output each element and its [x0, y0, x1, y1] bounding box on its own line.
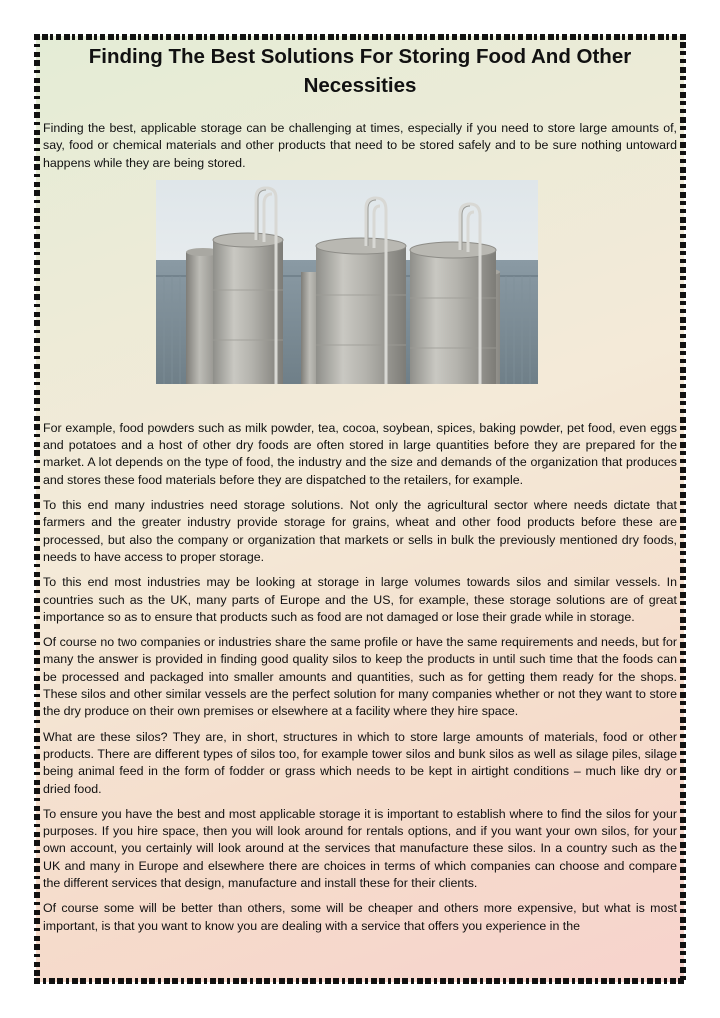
paragraph-8: Of course some will be better than others, some will be cheaper and others more expensive, but what is most important, is that you want to know you are dealing with a service that offers you experience in the: [43, 901, 677, 933]
article: [43, 40, 677, 980]
paragraph-1: Finding the best, applicable storage can be challenging at times, especially if you need to store large amounts of, say, food or chemical materials and other products that need to be stored safely and to be sure nothing untoward happens while they are being stored.: [43, 121, 677, 170]
paragraph-6: What are these silos? They are, in short, structures in which to store large amounts of materials, food or other products. There are different types of silos too, for example tower silos and bunk silos as well as silage piles, silage being animal feed in the form of fodder or grass which needs to be kept in airtight conditions – much like dry or dried food.: [43, 729, 677, 796]
border-left: [34, 34, 40, 984]
figure: [43, 180, 677, 420]
paragraph-4: To this end most industries may be looking at storage in large volumes towards silos and similar vessels. In countries such as the UK, many parts of Europe and the US, for example, these storage solutions are of great importance so as to ensure that products such as food are not damaged or lose their grade while in storage.: [43, 575, 677, 624]
paragraph-2: For example, food powders such as milk powder, tea, cocoa, soybean, spices, baking powder, pet food, even eggs and potatoes and a host of other dry foods are often stored in large quantities before they are prepared for the market. A lot depends on the type of food, the industry and the size and demands of the organization that produces and stores these food materials before they are dispatched to the retailers, for example.: [43, 420, 677, 487]
paragraph-7: To ensure you have the best and most applicable storage it is important to establish where to find the silos for your purposes. If you hire space, then you will look around for rentals options, and if you want your own silos, for your own account, you certainly will look around at the services that manufacture these silos. In a country such as the UK and many in Europe and elsewhere there are choices in terms of which companies can choose and compare the different services that design, manufacture and install these for their clients.: [43, 806, 677, 891]
silos-photo: [156, 180, 538, 384]
paragraph-3: To this end many industries need storage solutions. Not only the agricultural sector where needs dictate that farmers and the greater industry provide storage for grains, wheat and other food products before these are processed, but also the company or organization that markets or sells in bulk the previously mentioned dry foods, needs to have access to proper storage.: [43, 498, 677, 564]
paragraph-5: Of course no two companies or industries share the same profile or have the same requirements and needs, but for many the answer is provided in finding good quality silos to keep the products in until such time that the foods can be processed and packaged into smaller amounts and quantities, such as for getting them ready for the shops. These silos and other similar vessels are the perfect solution for many companies whether or not they want to store the dry produce on their own premises or elsewhere at a facility where they hire space.: [43, 635, 677, 719]
page-title: Finding The Best Solutions For Storing Food And Other Necessities: [88, 45, 632, 97]
border-right: [680, 34, 686, 984]
